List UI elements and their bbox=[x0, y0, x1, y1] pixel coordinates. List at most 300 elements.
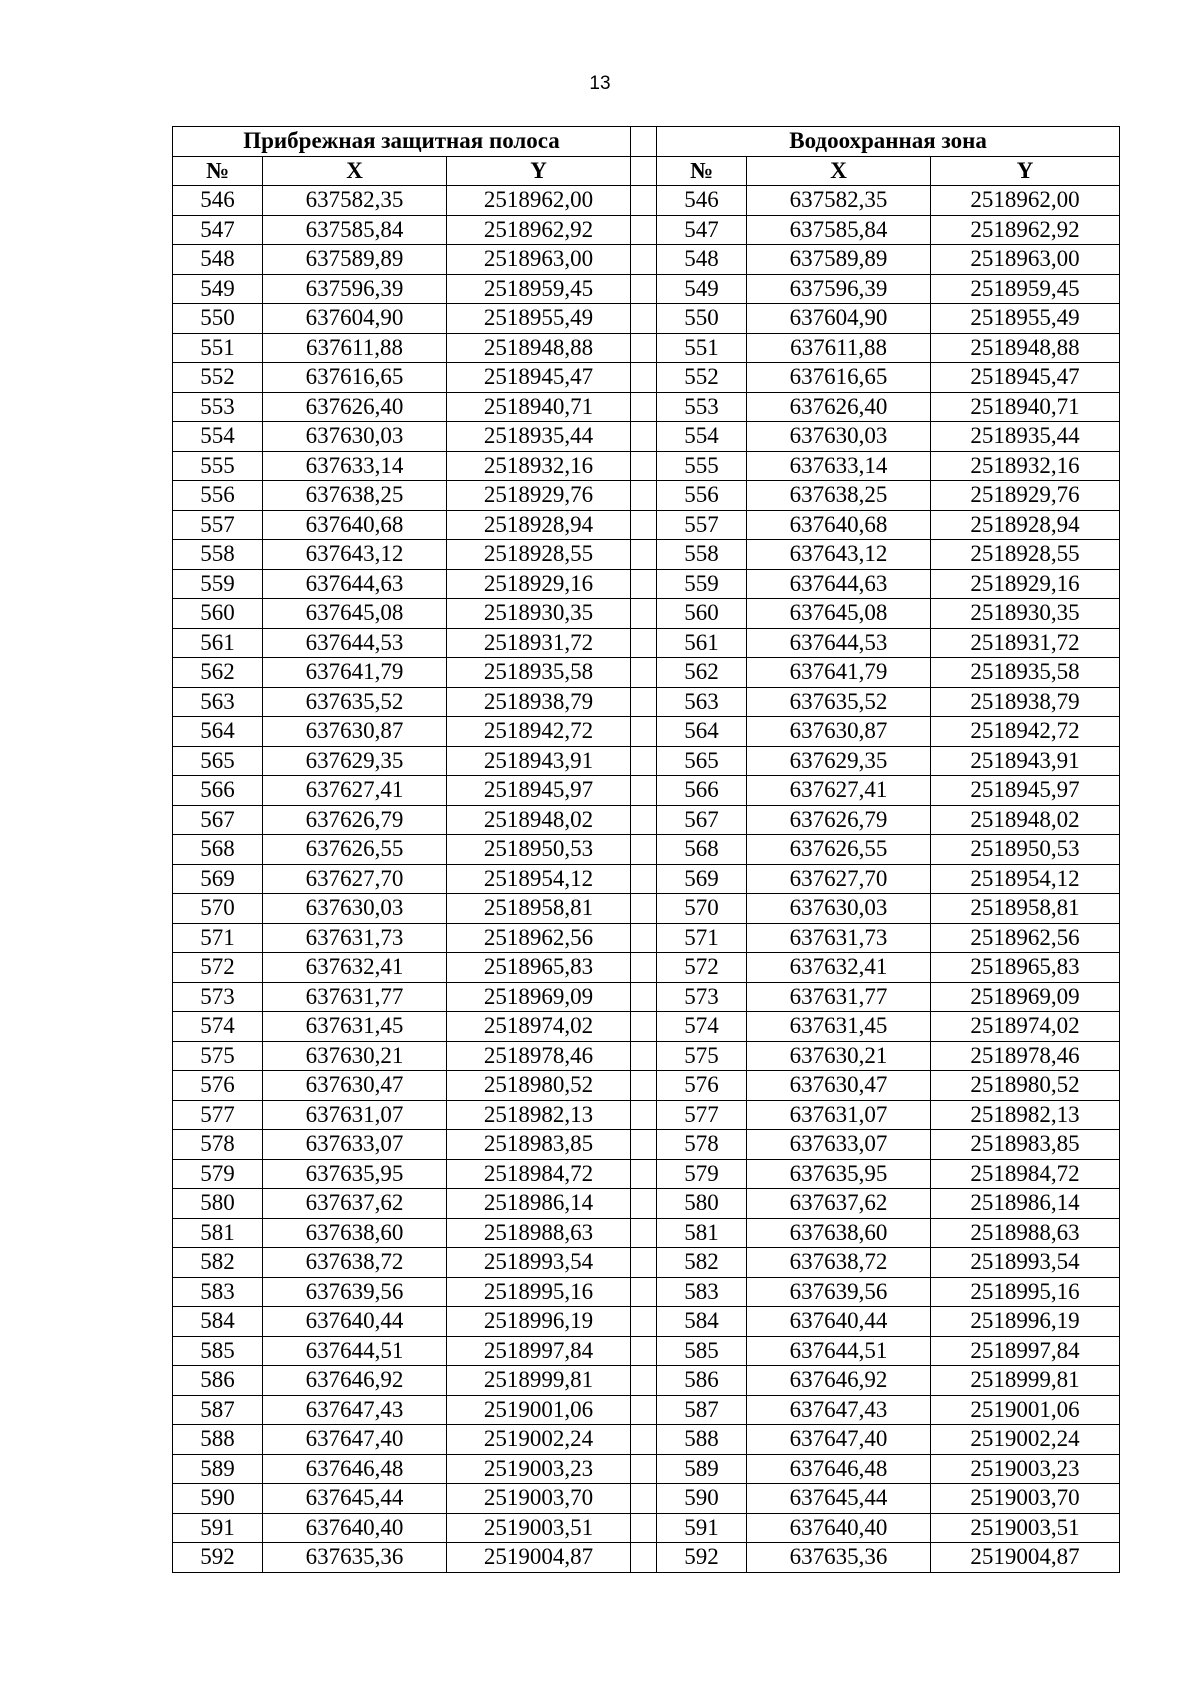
right-y-coordinate: 2518938,79 bbox=[931, 687, 1120, 717]
left-y-coordinate: 2518938,79 bbox=[447, 687, 631, 717]
right-x-coordinate: 637637,62 bbox=[747, 1189, 931, 1219]
right-y-coordinate: 2518928,55 bbox=[931, 540, 1120, 570]
left-point-number: 591 bbox=[173, 1513, 263, 1543]
right-x-coordinate: 637630,03 bbox=[747, 894, 931, 924]
right-y-coordinate: 2518928,94 bbox=[931, 510, 1120, 540]
table-gap bbox=[631, 776, 657, 806]
right-point-number: 559 bbox=[657, 569, 747, 599]
right-x-coordinate: 637647,40 bbox=[747, 1425, 931, 1455]
left-y-coordinate: 2518969,09 bbox=[447, 982, 631, 1012]
right-x-coordinate: 637626,40 bbox=[747, 392, 931, 422]
right-x-coordinate: 637630,47 bbox=[747, 1071, 931, 1101]
left-x-coordinate: 637630,47 bbox=[263, 1071, 447, 1101]
right-x-coordinate: 637631,77 bbox=[747, 982, 931, 1012]
table-gap bbox=[631, 1159, 657, 1189]
table-gap bbox=[631, 1248, 657, 1278]
table-row bbox=[173, 717, 1120, 747]
left-x-coordinate: 637645,08 bbox=[263, 599, 447, 629]
right-y-coordinate: 2518940,71 bbox=[931, 392, 1120, 422]
table-gap bbox=[631, 451, 657, 481]
left-y-coordinate: 2519003,51 bbox=[447, 1513, 631, 1543]
left-point-number: 588 bbox=[173, 1425, 263, 1455]
left-x-coordinate: 637647,40 bbox=[263, 1425, 447, 1455]
left-y-coordinate: 2518945,97 bbox=[447, 776, 631, 806]
table-gap bbox=[631, 923, 657, 953]
left-y-coordinate: 2518930,35 bbox=[447, 599, 631, 629]
right-x-coordinate: 637645,44 bbox=[747, 1484, 931, 1514]
right-y-coordinate: 2518958,81 bbox=[931, 894, 1120, 924]
left-y-coordinate: 2518974,02 bbox=[447, 1012, 631, 1042]
left-x-coordinate: 637626,40 bbox=[263, 392, 447, 422]
left-y-coordinate: 2518928,94 bbox=[447, 510, 631, 540]
left-y-coordinate: 2518929,16 bbox=[447, 569, 631, 599]
left-y-coordinate: 2518942,72 bbox=[447, 717, 631, 747]
right-point-number: 585 bbox=[657, 1336, 747, 1366]
table-row bbox=[173, 923, 1120, 953]
left-y-coordinate: 2518986,14 bbox=[447, 1189, 631, 1219]
right-point-number: 588 bbox=[657, 1425, 747, 1455]
right-x-coordinate: 637611,88 bbox=[747, 333, 931, 363]
right-x-coordinate: 637643,12 bbox=[747, 540, 931, 570]
left-y-coordinate: 2518959,45 bbox=[447, 274, 631, 304]
table-gap bbox=[631, 1041, 657, 1071]
table-gap bbox=[631, 1277, 657, 1307]
right-y-coordinate: 2518999,81 bbox=[931, 1366, 1120, 1396]
left-point-number: 551 bbox=[173, 333, 263, 363]
left-x-coordinate: 637646,48 bbox=[263, 1454, 447, 1484]
right-point-number: 562 bbox=[657, 658, 747, 688]
right-point-number: 580 bbox=[657, 1189, 747, 1219]
right-y-coordinate: 2518943,91 bbox=[931, 746, 1120, 776]
left-y-coordinate: 2518982,13 bbox=[447, 1100, 631, 1130]
left-x-coordinate: 637638,72 bbox=[263, 1248, 447, 1278]
left-x-coordinate: 637630,03 bbox=[263, 894, 447, 924]
table-gap bbox=[631, 805, 657, 835]
table-gap bbox=[631, 569, 657, 599]
table-gap bbox=[631, 1130, 657, 1160]
left-y-coordinate: 2519002,24 bbox=[447, 1425, 631, 1455]
left-x-coordinate: 637638,25 bbox=[263, 481, 447, 511]
right-point-number: 557 bbox=[657, 510, 747, 540]
right-x-coordinate: 637589,89 bbox=[747, 245, 931, 275]
right-point-number: 555 bbox=[657, 451, 747, 481]
table-gap bbox=[631, 274, 657, 304]
left-header-y: Y bbox=[447, 156, 631, 186]
table-gap bbox=[631, 1071, 657, 1101]
left-point-number: 562 bbox=[173, 658, 263, 688]
table-gap bbox=[631, 1395, 657, 1425]
left-x-coordinate: 637631,45 bbox=[263, 1012, 447, 1042]
table-row bbox=[173, 953, 1120, 983]
right-point-number: 568 bbox=[657, 835, 747, 865]
right-x-coordinate: 637639,56 bbox=[747, 1277, 931, 1307]
right-x-coordinate: 637638,25 bbox=[747, 481, 931, 511]
right-x-coordinate: 637626,55 bbox=[747, 835, 931, 865]
left-point-number: 564 bbox=[173, 717, 263, 747]
left-point-number: 566 bbox=[173, 776, 263, 806]
right-point-number: 552 bbox=[657, 363, 747, 393]
left-y-coordinate: 2518962,56 bbox=[447, 923, 631, 953]
right-point-number: 546 bbox=[657, 186, 747, 216]
table-row bbox=[173, 1130, 1120, 1160]
right-x-coordinate: 637631,45 bbox=[747, 1012, 931, 1042]
right-y-coordinate: 2518965,83 bbox=[931, 953, 1120, 983]
right-y-coordinate: 2518993,54 bbox=[931, 1248, 1120, 1278]
right-y-coordinate: 2518980,52 bbox=[931, 1071, 1120, 1101]
right-y-coordinate: 2519002,24 bbox=[931, 1425, 1120, 1455]
table-row bbox=[173, 1307, 1120, 1337]
left-point-number: 570 bbox=[173, 894, 263, 924]
left-y-coordinate: 2518940,71 bbox=[447, 392, 631, 422]
right-point-number: 551 bbox=[657, 333, 747, 363]
right-x-coordinate: 637645,08 bbox=[747, 599, 931, 629]
right-x-coordinate: 637640,44 bbox=[747, 1307, 931, 1337]
right-y-coordinate: 2518996,19 bbox=[931, 1307, 1120, 1337]
left-x-coordinate: 637630,03 bbox=[263, 422, 447, 452]
table-gap bbox=[631, 540, 657, 570]
left-y-coordinate: 2518931,72 bbox=[447, 628, 631, 658]
left-y-coordinate: 2518932,16 bbox=[447, 451, 631, 481]
table-gap bbox=[631, 953, 657, 983]
right-x-coordinate: 637596,39 bbox=[747, 274, 931, 304]
table-gap bbox=[631, 658, 657, 688]
table-row bbox=[173, 274, 1120, 304]
left-x-coordinate: 637631,77 bbox=[263, 982, 447, 1012]
right-y-coordinate: 2519003,23 bbox=[931, 1454, 1120, 1484]
table-gap bbox=[631, 864, 657, 894]
table-gap bbox=[631, 156, 657, 186]
right-y-coordinate: 2518935,58 bbox=[931, 658, 1120, 688]
left-x-coordinate: 637645,44 bbox=[263, 1484, 447, 1514]
right-x-coordinate: 637638,72 bbox=[747, 1248, 931, 1278]
right-x-coordinate: 637632,41 bbox=[747, 953, 931, 983]
right-point-number: 576 bbox=[657, 1071, 747, 1101]
right-x-coordinate: 637644,51 bbox=[747, 1336, 931, 1366]
table-row bbox=[173, 894, 1120, 924]
left-header-number: № bbox=[173, 156, 263, 186]
right-y-coordinate: 2518969,09 bbox=[931, 982, 1120, 1012]
left-point-number: 578 bbox=[173, 1130, 263, 1160]
left-x-coordinate: 637626,79 bbox=[263, 805, 447, 835]
left-point-number: 548 bbox=[173, 245, 263, 275]
right-y-coordinate: 2518929,76 bbox=[931, 481, 1120, 511]
table-row bbox=[173, 1159, 1120, 1189]
right-y-coordinate: 2518974,02 bbox=[931, 1012, 1120, 1042]
right-x-coordinate: 637585,84 bbox=[747, 215, 931, 245]
left-point-number: 585 bbox=[173, 1336, 263, 1366]
right-point-number: 571 bbox=[657, 923, 747, 953]
table-row bbox=[173, 451, 1120, 481]
right-x-coordinate: 637630,03 bbox=[747, 422, 931, 452]
left-x-coordinate: 637631,73 bbox=[263, 923, 447, 953]
left-point-number: 559 bbox=[173, 569, 263, 599]
right-point-number: 578 bbox=[657, 1130, 747, 1160]
left-x-coordinate: 637629,35 bbox=[263, 746, 447, 776]
table-row bbox=[173, 363, 1120, 393]
left-point-number: 546 bbox=[173, 186, 263, 216]
table-row bbox=[173, 1277, 1120, 1307]
left-point-number: 581 bbox=[173, 1218, 263, 1248]
table-gap bbox=[631, 687, 657, 717]
right-point-number: 587 bbox=[657, 1395, 747, 1425]
table-gap bbox=[631, 481, 657, 511]
table-gap bbox=[631, 1189, 657, 1219]
left-y-coordinate: 2518935,44 bbox=[447, 422, 631, 452]
left-point-number: 556 bbox=[173, 481, 263, 511]
table-gap bbox=[631, 245, 657, 275]
table-row bbox=[173, 569, 1120, 599]
right-y-coordinate: 2518963,00 bbox=[931, 245, 1120, 275]
left-x-coordinate: 637631,07 bbox=[263, 1100, 447, 1130]
left-y-coordinate: 2518965,83 bbox=[447, 953, 631, 983]
left-point-number: 584 bbox=[173, 1307, 263, 1337]
left-y-coordinate: 2519001,06 bbox=[447, 1395, 631, 1425]
left-table-title: Прибрежная защитная полоса bbox=[173, 127, 631, 157]
right-point-number: 581 bbox=[657, 1218, 747, 1248]
right-x-coordinate: 637627,41 bbox=[747, 776, 931, 806]
right-point-number: 575 bbox=[657, 1041, 747, 1071]
left-point-number: 563 bbox=[173, 687, 263, 717]
right-x-coordinate: 637626,79 bbox=[747, 805, 931, 835]
table-gap bbox=[631, 835, 657, 865]
right-y-coordinate: 2518995,16 bbox=[931, 1277, 1120, 1307]
table-gap bbox=[631, 392, 657, 422]
table-row bbox=[173, 1454, 1120, 1484]
table-title-row bbox=[173, 127, 1120, 157]
left-y-coordinate: 2518950,53 bbox=[447, 835, 631, 865]
table-gap bbox=[631, 1218, 657, 1248]
left-point-number: 555 bbox=[173, 451, 263, 481]
left-point-number: 565 bbox=[173, 746, 263, 776]
right-x-coordinate: 637631,07 bbox=[747, 1100, 931, 1130]
left-x-coordinate: 637604,90 bbox=[263, 304, 447, 334]
right-point-number: 584 bbox=[657, 1307, 747, 1337]
right-point-number: 550 bbox=[657, 304, 747, 334]
right-table-title: Водоохранная зона bbox=[657, 127, 1120, 157]
right-point-number: 564 bbox=[657, 717, 747, 747]
right-y-coordinate: 2518931,72 bbox=[931, 628, 1120, 658]
left-x-coordinate: 637647,43 bbox=[263, 1395, 447, 1425]
table-row bbox=[173, 333, 1120, 363]
table-row bbox=[173, 1543, 1120, 1573]
right-point-number: 560 bbox=[657, 599, 747, 629]
left-point-number: 552 bbox=[173, 363, 263, 393]
table-gap bbox=[631, 1513, 657, 1543]
left-y-coordinate: 2518935,58 bbox=[447, 658, 631, 688]
left-x-coordinate: 637630,87 bbox=[263, 717, 447, 747]
right-x-coordinate: 637641,79 bbox=[747, 658, 931, 688]
table-gap bbox=[631, 746, 657, 776]
left-x-coordinate: 637596,39 bbox=[263, 274, 447, 304]
table-row bbox=[173, 1012, 1120, 1042]
right-y-coordinate: 2518945,97 bbox=[931, 776, 1120, 806]
table-gap bbox=[631, 894, 657, 924]
table-gap bbox=[631, 363, 657, 393]
left-point-number: 574 bbox=[173, 1012, 263, 1042]
right-point-number: 567 bbox=[657, 805, 747, 835]
right-y-coordinate: 2518942,72 bbox=[931, 717, 1120, 747]
table-gap bbox=[631, 215, 657, 245]
left-x-coordinate: 637641,79 bbox=[263, 658, 447, 688]
right-x-coordinate: 637630,21 bbox=[747, 1041, 931, 1071]
table-row bbox=[173, 1071, 1120, 1101]
table-gap bbox=[631, 1484, 657, 1514]
left-y-coordinate: 2519004,87 bbox=[447, 1543, 631, 1573]
left-y-coordinate: 2518929,76 bbox=[447, 481, 631, 511]
right-y-coordinate: 2519003,51 bbox=[931, 1513, 1120, 1543]
left-point-number: 547 bbox=[173, 215, 263, 245]
left-y-coordinate: 2518962,92 bbox=[447, 215, 631, 245]
coordinates-table bbox=[172, 126, 1120, 1573]
right-x-coordinate: 637616,65 bbox=[747, 363, 931, 393]
right-y-coordinate: 2518950,53 bbox=[931, 835, 1120, 865]
table-row bbox=[173, 599, 1120, 629]
left-x-coordinate: 637582,35 bbox=[263, 186, 447, 216]
right-x-coordinate: 637604,90 bbox=[747, 304, 931, 334]
table-row bbox=[173, 1336, 1120, 1366]
right-y-coordinate: 2519004,87 bbox=[931, 1543, 1120, 1573]
right-point-number: 586 bbox=[657, 1366, 747, 1396]
left-y-coordinate: 2518983,85 bbox=[447, 1130, 631, 1160]
table-gap bbox=[631, 628, 657, 658]
table-gap bbox=[631, 717, 657, 747]
right-point-number: 558 bbox=[657, 540, 747, 570]
table-row bbox=[173, 776, 1120, 806]
right-x-coordinate: 637633,14 bbox=[747, 451, 931, 481]
table-gap bbox=[631, 1336, 657, 1366]
left-point-number: 587 bbox=[173, 1395, 263, 1425]
right-x-coordinate: 637630,87 bbox=[747, 717, 931, 747]
left-point-number: 560 bbox=[173, 599, 263, 629]
right-x-coordinate: 637633,07 bbox=[747, 1130, 931, 1160]
right-point-number: 583 bbox=[657, 1277, 747, 1307]
left-point-number: 590 bbox=[173, 1484, 263, 1514]
right-point-number: 590 bbox=[657, 1484, 747, 1514]
left-x-coordinate: 637616,65 bbox=[263, 363, 447, 393]
left-x-coordinate: 637638,60 bbox=[263, 1218, 447, 1248]
table-row bbox=[173, 864, 1120, 894]
table-row bbox=[173, 835, 1120, 865]
right-point-number: 549 bbox=[657, 274, 747, 304]
right-y-coordinate: 2518988,63 bbox=[931, 1218, 1120, 1248]
right-y-coordinate: 2518997,84 bbox=[931, 1336, 1120, 1366]
left-point-number: 561 bbox=[173, 628, 263, 658]
right-x-coordinate: 637644,53 bbox=[747, 628, 931, 658]
table-row bbox=[173, 422, 1120, 452]
table-header-row bbox=[173, 156, 1120, 186]
left-point-number: 557 bbox=[173, 510, 263, 540]
left-y-coordinate: 2519003,70 bbox=[447, 1484, 631, 1514]
table-gap bbox=[631, 333, 657, 363]
left-y-coordinate: 2518988,63 bbox=[447, 1218, 631, 1248]
table-row bbox=[173, 805, 1120, 835]
left-x-coordinate: 637627,70 bbox=[263, 864, 447, 894]
left-header-x: X bbox=[263, 156, 447, 186]
left-x-coordinate: 637626,55 bbox=[263, 835, 447, 865]
table-gap bbox=[631, 1012, 657, 1042]
left-x-coordinate: 637640,44 bbox=[263, 1307, 447, 1337]
left-x-coordinate: 637589,89 bbox=[263, 245, 447, 275]
left-y-coordinate: 2518993,54 bbox=[447, 1248, 631, 1278]
left-y-coordinate: 2518954,12 bbox=[447, 864, 631, 894]
left-x-coordinate: 637640,68 bbox=[263, 510, 447, 540]
table-row bbox=[173, 1248, 1120, 1278]
right-point-number: 573 bbox=[657, 982, 747, 1012]
table-row bbox=[173, 658, 1120, 688]
table-row bbox=[173, 1100, 1120, 1130]
left-x-coordinate: 637635,95 bbox=[263, 1159, 447, 1189]
table-gap bbox=[631, 510, 657, 540]
right-point-number: 579 bbox=[657, 1159, 747, 1189]
right-x-coordinate: 637640,68 bbox=[747, 510, 931, 540]
right-x-coordinate: 637629,35 bbox=[747, 746, 931, 776]
left-y-coordinate: 2518955,49 bbox=[447, 304, 631, 334]
right-y-coordinate: 2518945,47 bbox=[931, 363, 1120, 393]
right-y-coordinate: 2518948,88 bbox=[931, 333, 1120, 363]
right-x-coordinate: 637646,48 bbox=[747, 1454, 931, 1484]
right-point-number: 561 bbox=[657, 628, 747, 658]
left-x-coordinate: 637632,41 bbox=[263, 953, 447, 983]
right-header-x: X bbox=[747, 156, 931, 186]
left-y-coordinate: 2518999,81 bbox=[447, 1366, 631, 1396]
right-y-coordinate: 2518962,56 bbox=[931, 923, 1120, 953]
left-y-coordinate: 2518978,46 bbox=[447, 1041, 631, 1071]
left-x-coordinate: 637585,84 bbox=[263, 215, 447, 245]
right-x-coordinate: 637647,43 bbox=[747, 1395, 931, 1425]
left-point-number: 554 bbox=[173, 422, 263, 452]
left-x-coordinate: 637644,53 bbox=[263, 628, 447, 658]
left-x-coordinate: 637643,12 bbox=[263, 540, 447, 570]
table-row bbox=[173, 1395, 1120, 1425]
left-point-number: 558 bbox=[173, 540, 263, 570]
left-y-coordinate: 2519003,23 bbox=[447, 1454, 631, 1484]
right-point-number: 548 bbox=[657, 245, 747, 275]
table-row bbox=[173, 1484, 1120, 1514]
table-row bbox=[173, 481, 1120, 511]
right-point-number: 553 bbox=[657, 392, 747, 422]
left-point-number: 549 bbox=[173, 274, 263, 304]
right-point-number: 577 bbox=[657, 1100, 747, 1130]
left-x-coordinate: 637644,63 bbox=[263, 569, 447, 599]
left-x-coordinate: 637633,07 bbox=[263, 1130, 447, 1160]
left-point-number: 579 bbox=[173, 1159, 263, 1189]
left-point-number: 576 bbox=[173, 1071, 263, 1101]
left-y-coordinate: 2518962,00 bbox=[447, 186, 631, 216]
right-y-coordinate: 2518983,85 bbox=[931, 1130, 1120, 1160]
right-x-coordinate: 637635,52 bbox=[747, 687, 931, 717]
right-y-coordinate: 2518948,02 bbox=[931, 805, 1120, 835]
left-point-number: 550 bbox=[173, 304, 263, 334]
right-y-coordinate: 2518955,49 bbox=[931, 304, 1120, 334]
left-y-coordinate: 2518948,02 bbox=[447, 805, 631, 835]
right-y-coordinate: 2518984,72 bbox=[931, 1159, 1120, 1189]
left-y-coordinate: 2518995,16 bbox=[447, 1277, 631, 1307]
table-row bbox=[173, 1189, 1120, 1219]
left-point-number: 567 bbox=[173, 805, 263, 835]
table-row bbox=[173, 1366, 1120, 1396]
left-y-coordinate: 2518943,91 bbox=[447, 746, 631, 776]
left-point-number: 582 bbox=[173, 1248, 263, 1278]
right-x-coordinate: 637646,92 bbox=[747, 1366, 931, 1396]
left-x-coordinate: 637633,14 bbox=[263, 451, 447, 481]
left-x-coordinate: 637637,62 bbox=[263, 1189, 447, 1219]
left-y-coordinate: 2518996,19 bbox=[447, 1307, 631, 1337]
right-point-number: 591 bbox=[657, 1513, 747, 1543]
table-gap bbox=[631, 186, 657, 216]
right-y-coordinate: 2518932,16 bbox=[931, 451, 1120, 481]
table-row bbox=[173, 746, 1120, 776]
right-y-coordinate: 2518954,12 bbox=[931, 864, 1120, 894]
